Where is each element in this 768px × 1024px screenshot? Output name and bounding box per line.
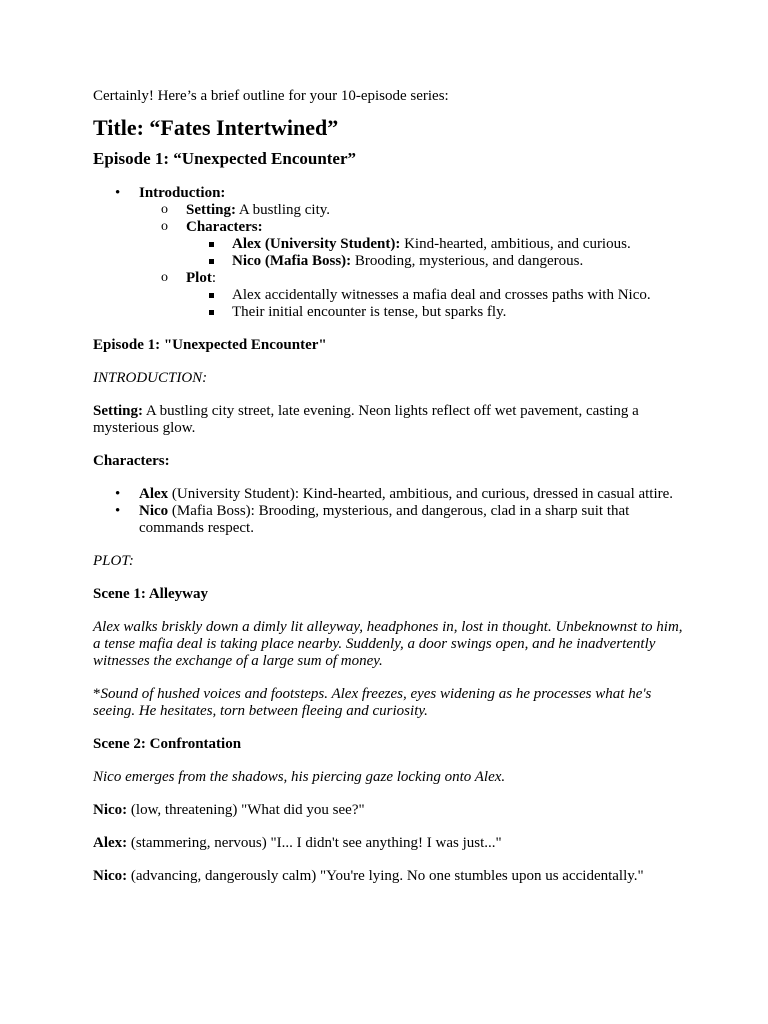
episode-outline xyxy=(93,185,683,321)
dialogue-text: (stammering, nervous) "I... I didn't see anything! I was just..." xyxy=(127,835,502,851)
character-desc: Brooding, mysterious, and dangerous. xyxy=(351,253,584,269)
characters-sublist xyxy=(186,236,683,270)
series-title: Title: “Fates Intertwined” xyxy=(93,115,339,140)
script-setting xyxy=(93,403,683,437)
asterisk: * xyxy=(93,686,101,702)
introduction-sublist xyxy=(139,202,683,321)
character-item xyxy=(186,236,683,253)
scene1-sound-text: Sound of hushed voices and footsteps. Alex freezes, eyes widening as he processes what he's seeing. He hesitates, torn between fleeing and curiosity. xyxy=(93,686,652,719)
intro-text: Certainly! Here’s a brief outline for your 10-episode series: xyxy=(93,88,449,104)
setting-label: Setting: xyxy=(186,202,236,218)
scene1-paragraph-text: Alex walks briskly down a dimly lit alleyway, headphones in, lost in thought. Unbeknownst to him, a tense mafia deal is taking place nearby. Suddenly, a door swings open, and he inadvertently witnesses the exchange of a large sum of money. xyxy=(93,619,683,669)
script-introduction-text: INTRODUCTION: xyxy=(93,370,208,386)
scene1-heading xyxy=(93,586,683,603)
script-character-desc: (University Student): Kind-hearted, ambitious, and curious, dressed in casual attire. xyxy=(168,486,674,502)
script-plot xyxy=(93,553,683,570)
script-characters-list xyxy=(93,486,683,537)
plot-item: Their initial encounter is tense, but sparks fly. xyxy=(186,304,683,321)
outline-introduction xyxy=(93,185,683,321)
introduction-label: Introduction: xyxy=(139,185,226,201)
dialogue-text: (low, threatening) "What did you see?" xyxy=(127,802,365,818)
dialogue-speaker: Nico: xyxy=(93,868,128,884)
script-characters-label: Characters: xyxy=(93,453,170,469)
outline-plot xyxy=(139,270,683,321)
script-setting-text: A bustling city street, late evening. Neon lights reflect off wet pavement, casting a mysterious glow. xyxy=(93,403,639,436)
characters-label: Characters: xyxy=(186,219,263,235)
script-setting-label: Setting: xyxy=(93,403,143,419)
script-character-name: Nico xyxy=(139,503,169,519)
character-name: Alex (University Student): xyxy=(232,236,401,252)
document-page xyxy=(93,88,683,885)
script-character-item xyxy=(93,503,683,537)
plot-sublist xyxy=(186,287,683,321)
episode-heading: Episode 1: “Unexpected Encounter” xyxy=(93,149,357,168)
plot-label: Plot xyxy=(186,270,212,286)
character-desc: Kind-hearted, ambitious, and curious. xyxy=(400,236,631,252)
dialogue-line xyxy=(93,835,683,852)
script-episode-heading xyxy=(93,337,683,354)
script-character-name: Alex xyxy=(139,486,169,502)
scene1-paragraph xyxy=(93,619,683,670)
script-plot-text: PLOT: xyxy=(93,553,134,569)
dialogue-speaker: Nico: xyxy=(93,802,128,818)
scene2-paragraph-text: Nico emerges from the shadows, his piercing gaze locking onto Alex. xyxy=(93,769,506,785)
script-character-item xyxy=(93,486,683,503)
scene2-heading-text: Scene 2: Confrontation xyxy=(93,736,242,752)
script-characters-heading xyxy=(93,453,683,470)
setting-text: A bustling city. xyxy=(236,202,331,218)
character-item xyxy=(186,253,683,270)
script-episode-heading-text: Episode 1: "Unexpected Encounter" xyxy=(93,337,327,353)
scene1-heading-text: Scene 1: Alleyway xyxy=(93,586,208,602)
character-name: Nico (Mafia Boss): xyxy=(232,253,352,269)
outline-characters xyxy=(139,219,683,270)
plot-colon: : xyxy=(211,270,216,286)
dialogue-line xyxy=(93,802,683,819)
scene2-heading xyxy=(93,736,683,753)
dialogue-speaker: Alex: xyxy=(93,835,128,851)
dialogue-line xyxy=(93,868,683,885)
dialogue-text: (advancing, dangerously calm) "You're lying. No one stumbles upon us accidentally." xyxy=(127,868,644,884)
plot-item: Alex accidentally witnesses a mafia deal and crosses paths with Nico. xyxy=(186,287,683,304)
scene1-sound-paragraph xyxy=(93,686,683,720)
outline-setting xyxy=(139,202,683,219)
script-introduction xyxy=(93,370,683,387)
scene2-paragraph xyxy=(93,769,683,786)
script-character-desc: (Mafia Boss): Brooding, mysterious, and dangerous, clad in a sharp suit that commands respect. xyxy=(139,503,630,536)
